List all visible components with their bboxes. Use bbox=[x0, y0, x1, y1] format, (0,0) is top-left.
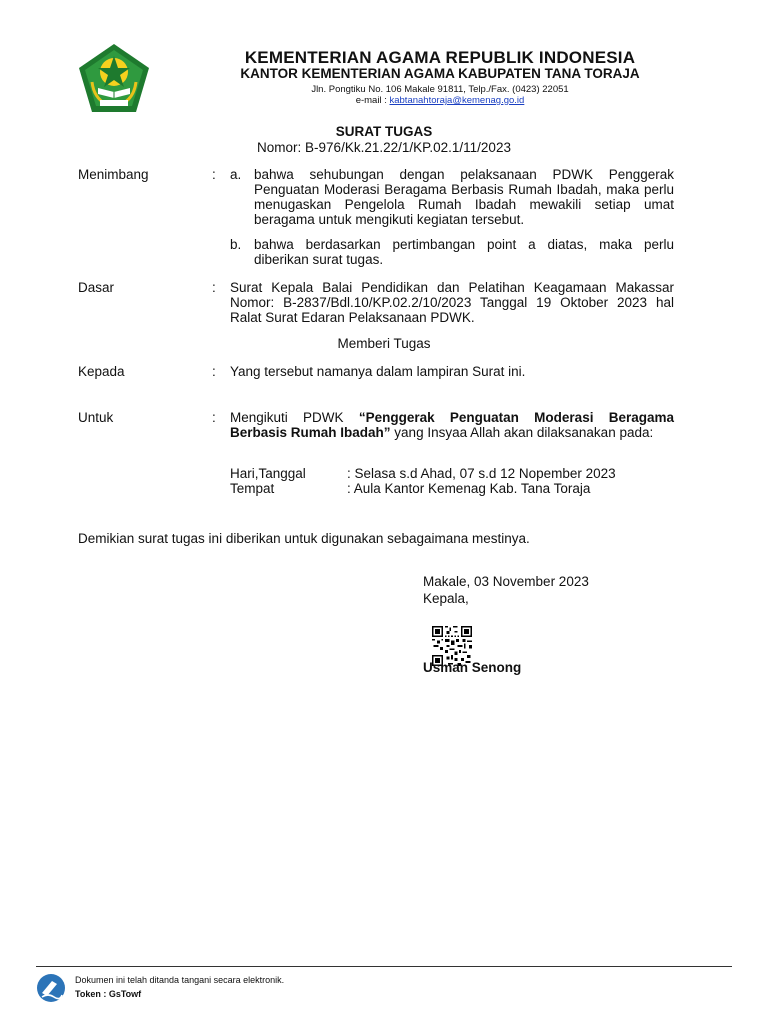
signer-name: Usman Senong bbox=[423, 660, 522, 675]
esign-note: Dokumen ini telah ditanda tangani secara elektronik. bbox=[75, 975, 285, 985]
signer-position: Kepala, bbox=[423, 591, 469, 606]
esign-icon bbox=[36, 973, 66, 1003]
memberi-tugas-heading: Memberi Tugas bbox=[337, 336, 431, 351]
kepada-label: Kepada bbox=[78, 364, 125, 379]
menimbang-b-text: bahwa berdasarkan pertimbangan point a diatas, maka perlu diberikan surat tugas. bbox=[254, 237, 674, 267]
dasar-colon: : bbox=[212, 280, 216, 295]
kemenag-logo bbox=[76, 42, 152, 114]
office-name: KANTOR KEMENTERIAN AGAMA KABUPATEN TANA TORAJA bbox=[240, 66, 640, 81]
menimbang-a-text: bahwa sehubungan dengan pelaksanaan PDWK Penggerak Penguatan Moderasi Beragama Berbasis Rumah Ibadah, maka perlu menugaskan Pengelola Rumah Ibadah mewakili setiap umat beragama untuk mengikuti kegiatan tersebut. bbox=[254, 167, 674, 227]
untuk-post: yang Insyaa Allah akan dilaksanakan pada: bbox=[390, 425, 654, 440]
email-label: e-mail : bbox=[355, 95, 390, 106]
kepada-colon: : bbox=[212, 364, 216, 379]
menimbang-a-marker: a. bbox=[230, 167, 242, 182]
kepada-text: Yang tersebut namanya dalam lampiran Surat ini. bbox=[230, 364, 526, 379]
untuk-text bbox=[230, 410, 674, 440]
menimbang-b-marker: b. bbox=[230, 237, 242, 252]
menimbang-colon: : bbox=[212, 167, 216, 182]
office-address: Jln. Pongtiku No. 106 Makale 91811, Telp./Fax. (0423) 22051 bbox=[311, 84, 569, 95]
hari-label: Hari,Tanggal bbox=[230, 466, 306, 481]
office-email-line bbox=[160, 95, 720, 106]
letter-title: SURAT TUGAS bbox=[335, 124, 433, 139]
hari-value: : Selasa s.d Ahad, 07 s.d 12 Nopember 2023 bbox=[347, 466, 616, 481]
event-name: “Penggerak Penguatan Moderasi Beragama Berbasis Rumah Ibadah” bbox=[230, 410, 675, 440]
closing-text: Demikian surat tugas ini diberikan untuk digunakan sebagaimana mestinya. bbox=[78, 531, 530, 546]
menimbang-label: Menimbang bbox=[78, 167, 149, 182]
dasar-text: Surat Kepala Balai Pendidikan dan Pelatihan Keagamaan Makassar Nomor: B-2837/Bdl.10/KP.02.2/10/2023 Tanggal 19 Oktober 2023 hal Ralat Surat Edaran Pelaksanaan PDWK. bbox=[230, 280, 674, 325]
email-link[interactable]: kabtanahtoraja@kemenag.go.id bbox=[389, 95, 525, 106]
footer-divider bbox=[36, 966, 732, 967]
untuk-colon: : bbox=[212, 410, 216, 425]
untuk-pre: Mengikuti PDWK bbox=[230, 410, 359, 425]
letter-number: Nomor: B-976/Kk.21.22/1/KP.02.1/11/2023 bbox=[257, 140, 511, 155]
place-date: Makale, 03 November 2023 bbox=[423, 574, 589, 589]
untuk-label: Untuk bbox=[78, 410, 114, 425]
tempat-value: : Aula Kantor Kemenag Kab. Tana Toraja bbox=[347, 481, 591, 496]
dasar-label: Dasar bbox=[78, 280, 115, 295]
esign-token: Token : GsTowf bbox=[75, 989, 142, 999]
tempat-label: Tempat bbox=[230, 481, 275, 496]
ministry-name: KEMENTERIAN AGAMA REPUBLIK INDONESIA bbox=[244, 48, 636, 67]
